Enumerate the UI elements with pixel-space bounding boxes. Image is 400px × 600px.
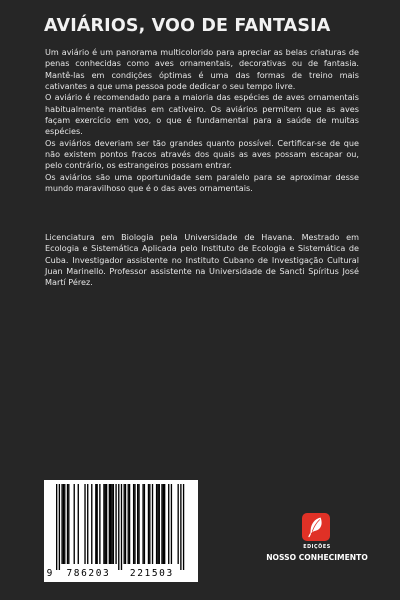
description-paragraph: O aviário é recomendado para a maioria das espécies de aves ornamentais habitualmente mantidas em cativeiro. Os aviários permitem que as aves façam exercício em voo, o que é fundamental para a saúde de muitas espécies. [45,92,359,137]
barcode-bar [163,484,164,564]
description-paragraph: Os aviários são uma oportunidade sem paralelo para se aproximar desse mundo maravilhoso que é o das aves ornamentais. [45,171,359,194]
barcode-bar [121,484,122,570]
barcode-bar [183,484,184,570]
barcode-bar [125,484,126,564]
barcode-bar [171,484,172,564]
barcode-bar [138,484,139,564]
barcode-bar [87,484,88,564]
barcode-bar [111,484,112,564]
barcode-bar [84,484,85,564]
barcode-bar [95,484,96,564]
barcode-bar [133,484,134,564]
barcode-bar [113,484,114,564]
barcode-bar [59,484,60,570]
barcode-bar [106,484,107,564]
barcode-bar [74,484,75,564]
barcode-bar [144,484,145,564]
barcode-bar [61,484,62,564]
barcode-bar [161,484,162,564]
barcode-digit-lead: 9 [46,568,54,579]
barcode-bar [68,484,69,564]
barcode-bar [78,484,79,564]
barcode-bar [124,484,125,564]
author-bio: Licenciatura em Biologia pela Universidade de Havana. Mestrado em Ecologia e Sistemática Aplicada pelo Instituto de Ecologia e Sistemática de Cuba. Investigador assistente no Instituto Cubano de Investigação Cultural Juan Marinello. Professor assistente na Universidade de Sancti Spíritus José Martí Pérez. [45,232,359,288]
barcode-bar [149,484,150,564]
barcode-bar [180,484,181,570]
barcode-digits-left: 786203 [66,568,111,579]
barcode-bar [156,484,157,564]
barcode-bar [148,484,149,564]
barcode-bar [157,484,158,564]
barcode-bar [97,484,98,564]
barcode-bar [118,484,119,570]
barcode-bar [91,484,92,564]
barcode-bar [115,484,116,564]
book-description [45,47,359,194]
barcode-bar [103,484,104,564]
description-paragraph: Um aviário é um panorama multicolorido para apreciar as belas criaturas de penas conhecidas como aves ornamentais, decorativas ou de fantasia. Mantê-las em condições óptimas é uma das formas de treino mais cativantes a que uma pessoa pode dedicar o seu tempo livre. [45,47,359,92]
barcode-bar [134,484,135,564]
barcode-bar [159,484,160,564]
publisher-name: NOSSO CONHECIMENTO [266,553,368,562]
barcode-bar [105,484,106,564]
barcode-bar [137,484,138,564]
quill-pen-icon [302,513,330,541]
barcode-bar [129,484,130,564]
barcode-bar [128,484,129,564]
description-paragraph: Os aviários deveriam ser tão grandes quanto possível. Certificar-se de que não existem pontos fracos através dos quais as aves possam escapar ou, pelo contrário, os estrangeiros possam entrar. [45,137,359,171]
barcode-bar [109,484,110,564]
barcode-bar [64,484,65,564]
publisher-logo [302,513,330,541]
barcode-bar [142,484,143,564]
barcode-bar [63,484,64,564]
barcode-graphic [44,480,198,582]
barcode-bar [168,484,169,564]
barcode-digits-right: 221503 [129,568,174,579]
publisher-block [262,513,372,573]
barcode-bar [99,484,100,564]
isbn-barcode [44,480,198,582]
barcode-bar [152,484,153,564]
barcode-bar [164,484,165,564]
barcode-bar [67,484,68,564]
book-title: AVIÁRIOS, VOO DE FANTASIA [44,16,331,36]
barcode-bar [56,484,57,570]
barcode-bar [110,484,111,564]
barcode-bar [178,484,179,564]
publisher-imprint-label: EDIÇÕES [303,545,331,550]
